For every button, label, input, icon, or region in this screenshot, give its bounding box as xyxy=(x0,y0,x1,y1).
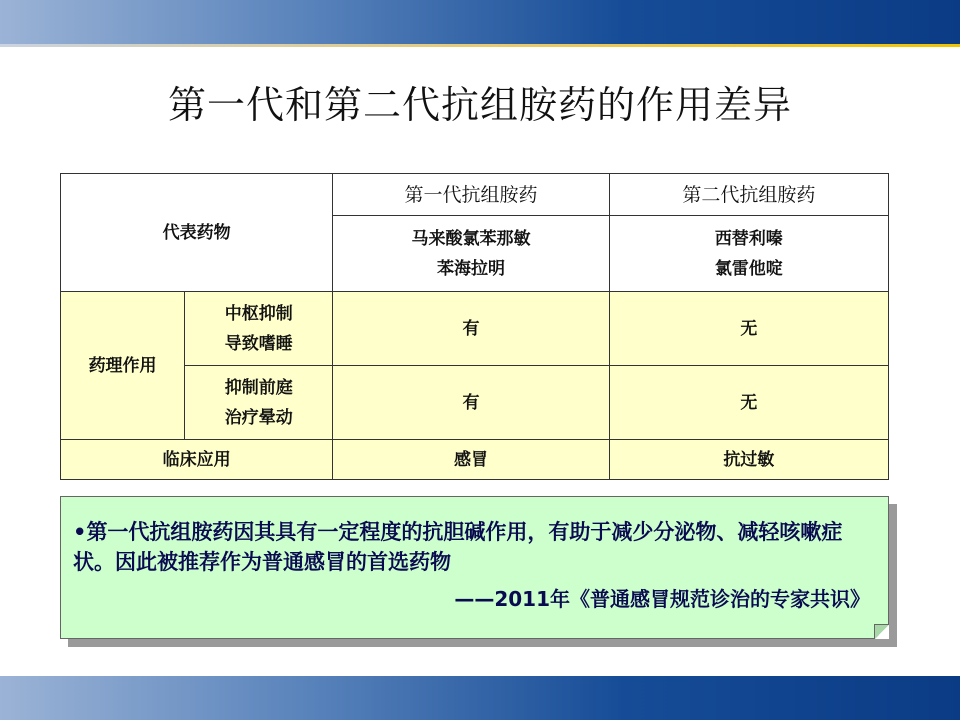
clinical-gen2-value: 抗过敏 xyxy=(609,440,888,480)
effect-gen2-value: 无 xyxy=(609,366,888,440)
comparison-table xyxy=(60,173,889,480)
gen2-drugs-cell xyxy=(609,216,888,292)
top-banner-accent xyxy=(0,44,960,47)
note-bullet: • xyxy=(73,520,87,544)
slide-title: 第一代和第二代抗组胺药的作用差异 xyxy=(167,83,792,127)
gen1-drug: 马来酸氯苯那敏 xyxy=(411,228,531,249)
clinical-gen1-value: 感冒 xyxy=(333,440,609,480)
gen1-header: 第一代抗组胺药 xyxy=(333,174,609,216)
effect-gen2-value: 无 xyxy=(609,292,888,366)
effect-label-cell xyxy=(185,292,333,366)
note-box xyxy=(60,496,889,639)
note-source: ——2011年《普通感冒规范诊治的专家共识》 xyxy=(454,587,870,611)
note-text xyxy=(73,517,873,577)
effect-label-line: 治疗晕动 xyxy=(224,407,293,428)
gen2-drug: 西替利嗪 xyxy=(714,228,783,249)
gen2-drug: 氯雷他啶 xyxy=(714,258,783,279)
top-banner xyxy=(0,0,960,44)
pharm-action-label: 药理作用 xyxy=(61,292,185,440)
effect-label-line: 中枢抑制 xyxy=(224,303,293,324)
gen2-header: 第二代抗组胺药 xyxy=(609,174,888,216)
note-body: 第一代抗组胺药因其具有一定程度的抗胆碱作用，有助于减少分泌物、减轻咳嗽症状。因此被推荐作为普通感冒的首选药物 xyxy=(73,520,843,574)
effect-gen1-value: 有 xyxy=(333,292,609,366)
bottom-banner xyxy=(0,676,960,720)
effect-label-line: 导致嗜睡 xyxy=(224,333,293,354)
effect-gen1-value: 有 xyxy=(333,366,609,440)
gen1-drug: 苯海拉明 xyxy=(436,258,505,279)
gen1-drugs-cell xyxy=(333,216,609,292)
rep-drug-label: 代表药物 xyxy=(61,174,333,292)
effect-label-line: 抑制前庭 xyxy=(224,377,293,398)
clinical-use-label: 临床应用 xyxy=(61,440,333,480)
effect-label-cell xyxy=(185,366,333,440)
note-folded-corner xyxy=(874,624,889,639)
